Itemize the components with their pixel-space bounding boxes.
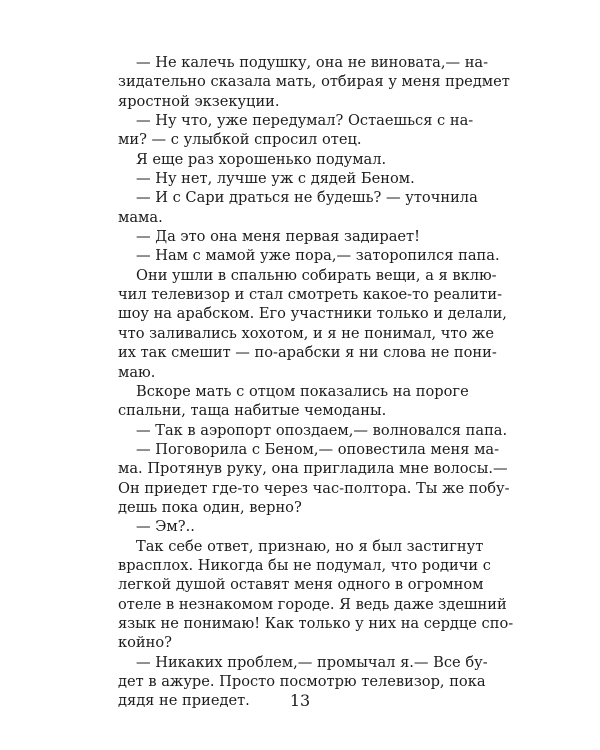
text-line: яростной экзекуции. xyxy=(118,92,280,110)
text-line: язык не понимаю! Как только у них на сердце спо- xyxy=(118,614,514,632)
text-line: — Никаких проблем,— промычал я.— Все бу- xyxy=(136,653,488,671)
text-line: отеле в незнакомом городе. Я ведь даже здешний xyxy=(118,595,507,613)
text-line: шоу на арабском. Его участники только и делали, xyxy=(118,305,507,323)
text-line: мама. xyxy=(118,208,163,226)
text-line: их так смешит — по-арабски я ни слова не пони- xyxy=(118,344,497,362)
text-line: койно? xyxy=(118,634,172,652)
text-line: — Да это она меня первая задирает! xyxy=(136,228,420,246)
text-line: спальни, таща набитые чемоданы. xyxy=(118,402,387,420)
text-line: — Ну что, уже передумал? Остаешься с на- xyxy=(136,112,474,130)
text-line: — Ну нет, лучше уж с дядей Беном. xyxy=(136,170,415,188)
page-body xyxy=(118,53,514,711)
text-line: ма. Протянув руку, она пригладила мне волосы.— xyxy=(118,460,508,478)
text-line: зидательно сказала мать, отбирая у меня предмет xyxy=(118,73,510,91)
text-line: — Поговорила с Беном,— оповестила меня ма- xyxy=(136,440,500,458)
text-line: — И с Сари драться не будешь? — уточнила xyxy=(136,189,478,207)
page-number: 13 xyxy=(289,691,311,710)
text-line: — Эм?.. xyxy=(136,518,195,536)
text-line: — Так в аэропорт опоздаем,— волновался папа. xyxy=(136,421,508,439)
text-line: ми? — с улыбкой спросил отец. xyxy=(118,131,362,149)
text-line: врасплох. Никогда бы не подумал, что родичи с xyxy=(118,556,491,574)
text-line: маю. xyxy=(118,363,156,381)
text-line: Так себе ответ, признаю, но я был застигнут xyxy=(136,537,484,555)
text-line: дядя не приедет. xyxy=(118,692,250,710)
text-line: Я еще раз хорошенько подумал. xyxy=(136,150,387,168)
text-line: Вскоре мать с отцом показались на пороге xyxy=(136,382,469,400)
text-line: дет в ажуре. Просто посмотрю телевизор, пока xyxy=(118,673,486,690)
text-line: дешь пока один, верно? xyxy=(118,498,302,516)
text-line: — Нам с мамой уже пора,— заторопился папа. xyxy=(136,247,500,265)
text-line: Они ушли в спальню собирать вещи, а я вклю- xyxy=(136,266,497,284)
text-line: Он приедет где-то через час-полтора. Ты же побу- xyxy=(118,479,510,497)
text-line: легкой душой оставят меня одного в огромном xyxy=(118,576,484,594)
text-line: что заливались хохотом, и я не понимал, что же xyxy=(118,324,494,342)
text-line: — Не калечь подушку, она не виновата,— на- xyxy=(136,54,489,71)
text-line: чил телевизор и стал смотреть какое-то реалити- xyxy=(118,286,503,304)
